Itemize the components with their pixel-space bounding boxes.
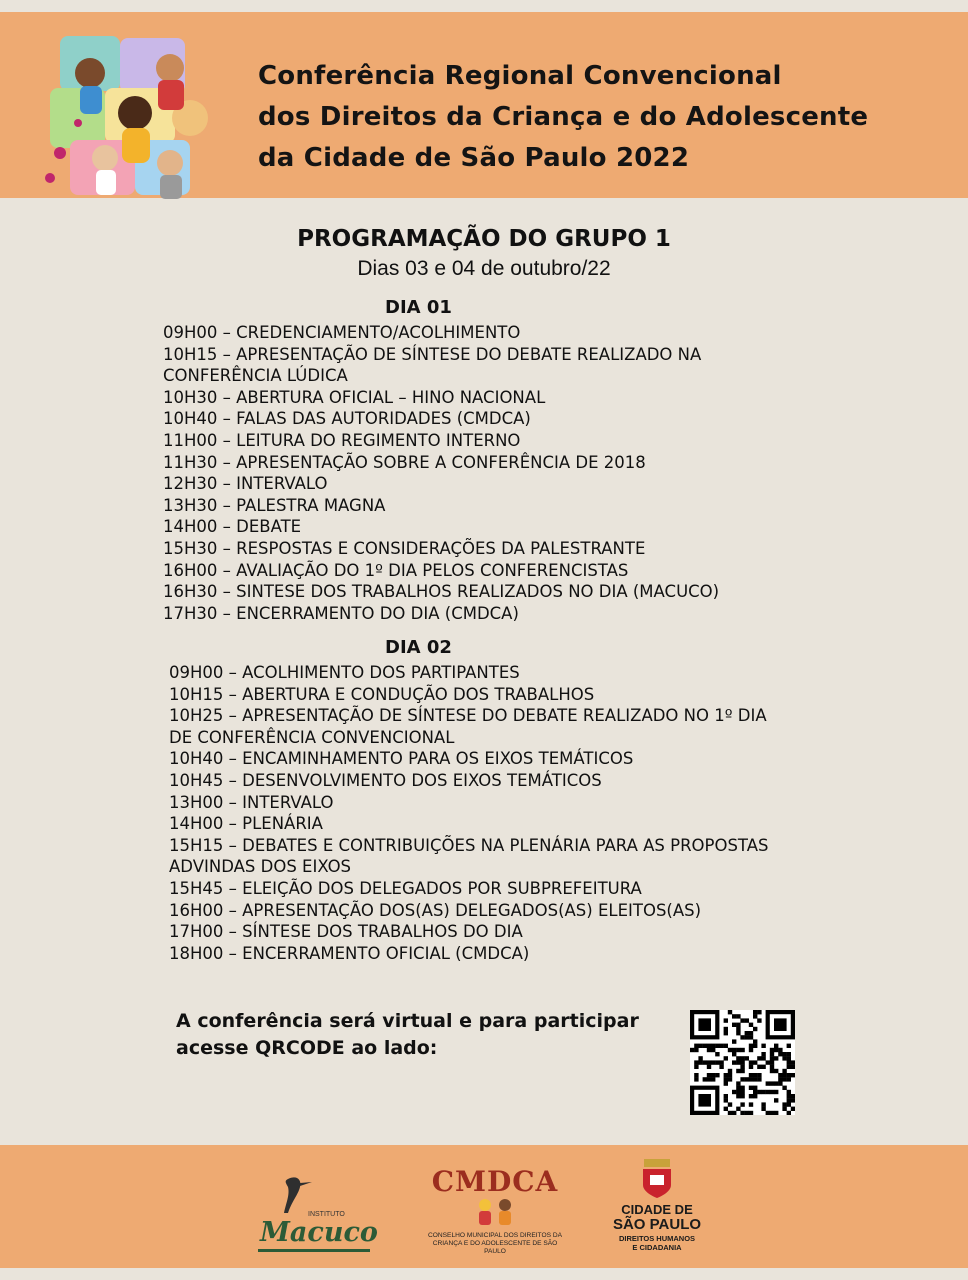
schedule-item: ADVINDAS DOS EIXOS — [169, 857, 352, 877]
schedule-item: 10H15 – APRESENTAÇÃO DE SÍNTESE DO DEBATE REALIZADO NA — [163, 344, 702, 364]
cmdca-name: CMDCA — [431, 1165, 559, 1198]
program-title: PROGRAMAÇÃO DO GRUPO 1 — [297, 226, 671, 252]
schedule-item: 15H15 – DEBATES E CONTRIBUIÇÕES NA PLENÁRIA PARA AS PROPOSTAS — [169, 835, 769, 855]
children-collage-icon — [30, 28, 220, 203]
participation-note-line: A conferência será virtual e para participar — [176, 1010, 639, 1032]
sao-paulo-logo — [602, 1159, 712, 1264]
schedule-item: 18H00 – ENCERRAMENTO OFICIAL (CMDCA) — [169, 943, 530, 963]
children-icon — [465, 1197, 525, 1227]
schedule-item: 14H00 – DEBATE — [163, 517, 302, 537]
participation-note — [176, 1008, 676, 1062]
cmdca-subtitle-line: CONSELHO MUNICIPAL DOS DIREITOS DA — [428, 1232, 562, 1239]
schedule-item: 16H30 – SINTESE DOS TRABALHOS REALIZADOS NO DIA (MACUCO) — [163, 582, 720, 602]
footer-band — [0, 1145, 968, 1268]
schedule-item: 10H40 – FALAS DAS AUTORIDADES (CMDCA) — [163, 409, 531, 429]
schedule-item: 16H00 – APRESENTAÇÃO DOS(AS) DELEGADOS(AS) ELEITOS(AS) — [169, 900, 702, 920]
sp-department-line: E CIDADANIA — [632, 1243, 682, 1252]
schedule-item: 09H00 – ACOLHIMENTO DOS PARTIPANTES — [169, 663, 520, 682]
sp-city-label: CIDADE DE — [621, 1202, 693, 1217]
schedule-item: 15H45 – ELEIÇÃO DOS DELEGADOS POR SUBPREFEITURA — [169, 878, 642, 898]
city-coat-of-arms-icon — [640, 1159, 674, 1199]
macuco-logo — [250, 1173, 378, 1253]
day2-schedule — [169, 662, 829, 964]
macuco-institute-label: INSTITUTO — [308, 1211, 345, 1218]
event-title-line: Conferência Regional Convencional — [258, 61, 782, 91]
schedule-item: 11H00 – LEITURA DO REGIMENTO INTERNO — [163, 430, 521, 450]
schedule-item: 17H30 – ENCERRAMENTO DO DIA (CMDCA) — [163, 603, 519, 623]
sp-name: SÃO PAULO — [612, 1216, 702, 1233]
day1-heading: DIA 01 — [385, 297, 452, 318]
schedule-item: 11H30 – APRESENTAÇÃO SOBRE A CONFERÊNCIA DE 2018 — [163, 452, 646, 472]
schedule-item: 09H00 – CREDENCIAMENTO/ACOLHIMENTO — [163, 323, 521, 342]
day2-heading: DIA 02 — [385, 637, 452, 658]
cmdca-subtitle — [425, 1232, 565, 1256]
day1-schedule — [163, 322, 823, 624]
event-title — [258, 56, 958, 179]
cmdca-subtitle-line: CRIANÇA E DO ADOLESCENTE DE SÃO PAULO — [432, 1240, 558, 1255]
schedule-item: 14H00 – PLENÁRIA — [169, 814, 323, 834]
macuco-underline — [258, 1249, 370, 1252]
event-title-line: da Cidade de São Paulo 2022 — [258, 143, 690, 173]
sp-department — [602, 1234, 712, 1252]
schedule-item: 10H30 – ABERTURA OFICIAL – HINO NACIONAL — [163, 387, 546, 407]
schedule-item: 10H25 – APRESENTAÇÃO DE SÍNTESE DO DEBATE REALIZADO NO 1º DIA — [169, 706, 767, 726]
participation-note-line: acesse QRCODE ao lado: — [176, 1037, 438, 1059]
schedule-item: 10H15 – ABERTURA E CONDUÇÃO DOS TRABALHOS — [169, 684, 595, 704]
cmdca-logo — [425, 1163, 565, 1261]
event-title-line: dos Direitos da Criança e do Adolescente — [258, 102, 869, 132]
schedule-item: CONFERÊNCIA LÚDICA — [163, 366, 348, 386]
schedule-item: 16H00 – AVALIAÇÃO DO 1º DIA PELOS CONFERENCISTAS — [163, 560, 629, 580]
qr-code-icon[interactable] — [690, 1010, 795, 1115]
schedule-item: 17H00 – SÍNTESE DOS TRABALHOS DO DIA — [169, 922, 523, 942]
schedule-item: 13H30 – PALESTRA MAGNA — [163, 495, 386, 515]
schedule-item: 10H45 – DESENVOLVIMENTO DOS EIXOS TEMÁTICOS — [169, 770, 602, 790]
schedule-item: 10H40 – ENCAMINHAMENTO PARA OS EIXOS TEMÁTICOS — [169, 749, 634, 769]
program-dates: Dias 03 e 04 de outubro/22 — [357, 257, 611, 280]
header-band — [0, 12, 968, 198]
schedule-item: 15H30 – RESPOSTAS E CONSIDERAÇÕES DA PALESTRANTE — [163, 538, 646, 558]
sp-department-line: DIREITOS HUMANOS — [618, 1234, 696, 1243]
schedule-item: DE CONFERÊNCIA CONVENCIONAL — [169, 727, 455, 747]
macuco-name: Macuco — [260, 1217, 378, 1248]
schedule-item: 12H30 – INTERVALO — [163, 474, 328, 494]
schedule-item: 13H00 – INTERVALO — [169, 792, 334, 812]
